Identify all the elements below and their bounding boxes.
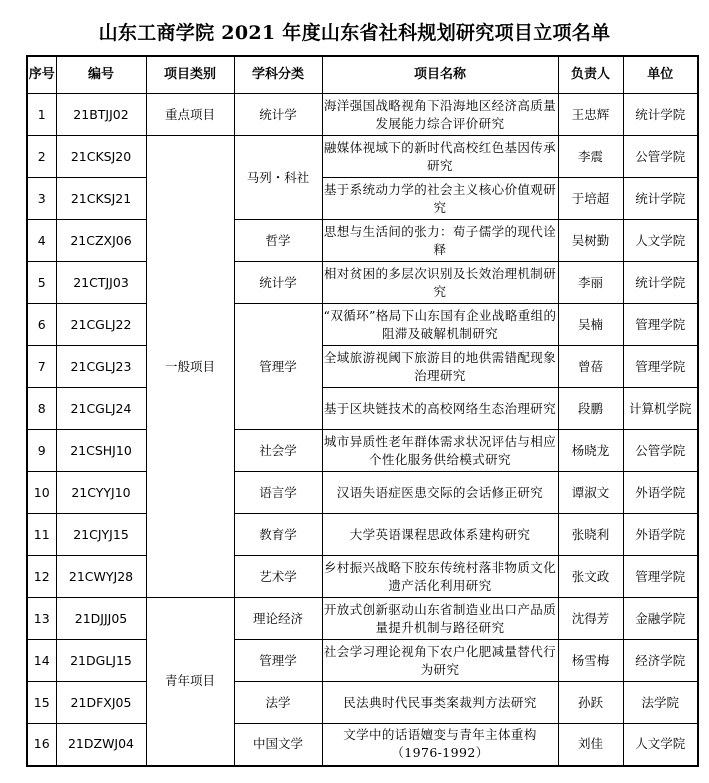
seq-cell: 13 [27, 598, 56, 640]
unit-cell: 经济学院 [623, 640, 698, 682]
code-cell: 21DFXJ05 [56, 682, 146, 724]
code-cell: 21BTJJ02 [56, 94, 146, 136]
code-cell: 21DGLJ15 [56, 640, 146, 682]
seq-cell: 2 [27, 136, 56, 178]
category-cell: 青年项目 [146, 598, 234, 766]
discipline-cell: 理论经济 [234, 598, 322, 640]
table-row [27, 472, 698, 514]
unit-cell: 人文学院 [623, 220, 698, 262]
page-title: 山东工商学院 2021 年度山东省社科规划研究项目立项名单 [98, 22, 611, 44]
unit-cell: 公管学院 [623, 430, 698, 472]
table-row [27, 178, 698, 220]
code-cell: 21CWYJ28 [56, 556, 146, 598]
table-row [27, 640, 698, 682]
seq-cell: 12 [27, 556, 56, 598]
discipline-cell: 统计学 [234, 94, 322, 136]
leader-cell: 孙跃 [558, 682, 623, 724]
leader-cell: 吴楠 [558, 304, 623, 346]
leader-cell: 段鹏 [558, 388, 623, 430]
seq-cell: 7 [27, 346, 56, 388]
project-name-cell: 全域旅游视阈下旅游目的地供需错配现象治理研究 [322, 346, 558, 388]
project-name-cell: 乡村振兴战略下胶东传统村落非物质文化遗产活化利用研究 [322, 556, 558, 598]
header-seq: 序号 [27, 56, 56, 94]
project-name-cell: 社会学习理论视角下农户化肥减量替代行为研究 [322, 640, 558, 682]
project-name-cell: 开放式创新驱动山东省制造业出口产品质量提升机制与路径研究 [322, 598, 558, 640]
leader-cell: 于培超 [558, 178, 623, 220]
seq-cell: 8 [27, 388, 56, 430]
code-cell: 21CTJJ03 [56, 262, 146, 304]
project-name-cell: 民法典时代民事类案裁判方法研究 [322, 682, 558, 724]
code-cell: 21DJJJ05 [56, 598, 146, 640]
project-name-cell: 汉语失语症医患交际的会话修正研究 [322, 472, 558, 514]
category-cell: 一般项目 [146, 136, 234, 598]
code-cell: 21DZWJ04 [56, 724, 146, 766]
code-cell: 21CJYJ15 [56, 514, 146, 556]
leader-cell: 曾蓓 [558, 346, 623, 388]
unit-cell: 统计学院 [623, 262, 698, 304]
leader-cell: 张晓利 [558, 514, 623, 556]
unit-cell: 外语学院 [623, 472, 698, 514]
leader-cell: 刘佳 [558, 724, 623, 766]
table-row [27, 682, 698, 724]
table-row [27, 724, 698, 766]
unit-cell: 金融学院 [623, 598, 698, 640]
leader-cell: 杨雪梅 [558, 640, 623, 682]
unit-cell: 外语学院 [623, 514, 698, 556]
leader-cell: 王忠辉 [558, 94, 623, 136]
code-cell: 21CGLJ24 [56, 388, 146, 430]
discipline-cell: 统计学 [234, 262, 322, 304]
header-leader: 负责人 [558, 56, 623, 94]
leader-cell: 杨晓龙 [558, 430, 623, 472]
discipline-cell: 教育学 [234, 514, 322, 556]
category-cell: 重点项目 [146, 94, 234, 136]
discipline-cell: 中国文学 [234, 724, 322, 766]
table-row [27, 598, 698, 640]
code-cell: 21CSHJ10 [56, 430, 146, 472]
code-cell: 21CGLJ22 [56, 304, 146, 346]
header-row [27, 56, 698, 94]
unit-cell: 公管学院 [623, 136, 698, 178]
leader-cell: 李丽 [558, 262, 623, 304]
discipline-cell: 社会学 [234, 430, 322, 472]
table-row [27, 346, 698, 388]
code-cell: 21CYYJ10 [56, 472, 146, 514]
project-name-cell: “双循环”格局下山东国有企业战略重组的阻滞及破解机制研究 [322, 304, 558, 346]
project-list-table [26, 55, 699, 767]
table-row [27, 262, 698, 304]
seq-cell: 1 [27, 94, 56, 136]
code-cell: 21CKSJ20 [56, 136, 146, 178]
seq-cell: 9 [27, 430, 56, 472]
project-name-cell: 城市异质性老年群体需求状况评估与相应个性化服务供给模式研究 [322, 430, 558, 472]
unit-cell: 管理学院 [623, 346, 698, 388]
project-name-cell: 融媒体视域下的新时代高校红色基因传承研究 [322, 136, 558, 178]
seq-cell: 6 [27, 304, 56, 346]
seq-cell: 11 [27, 514, 56, 556]
table-row [27, 514, 698, 556]
header-project-name: 项目名称 [322, 56, 558, 94]
unit-cell: 法学院 [623, 682, 698, 724]
header-discipline: 学科分类 [234, 56, 322, 94]
table-row [27, 220, 698, 262]
unit-cell: 管理学院 [623, 556, 698, 598]
discipline-cell: 管理学 [234, 304, 322, 430]
seq-cell: 15 [27, 682, 56, 724]
discipline-cell: 管理学 [234, 640, 322, 682]
leader-cell: 李震 [558, 136, 623, 178]
unit-cell: 统计学院 [623, 178, 698, 220]
leader-cell: 张文政 [558, 556, 623, 598]
unit-cell: 统计学院 [623, 94, 698, 136]
code-cell: 21CKSJ21 [56, 178, 146, 220]
seq-cell: 14 [27, 640, 56, 682]
table-row [27, 94, 698, 136]
project-name-cell: 基于区块链技术的高校网络生态治理研究 [322, 388, 558, 430]
discipline-cell: 艺术学 [234, 556, 322, 598]
header-category: 项目类别 [146, 56, 234, 94]
unit-cell: 计算机学院 [623, 388, 698, 430]
table-row [27, 556, 698, 598]
project-name-cell: 基于系统动力学的社会主义核心价值观研究 [322, 178, 558, 220]
unit-cell: 人文学院 [623, 724, 698, 766]
project-name-cell: 文学中的话语嬗变与青年主体重构（1976-1992） [322, 724, 558, 766]
code-cell: 21CGLJ23 [56, 346, 146, 388]
discipline-cell: 法学 [234, 682, 322, 724]
header-code: 编号 [56, 56, 146, 94]
seq-cell: 10 [27, 472, 56, 514]
discipline-cell: 马列・科社 [234, 136, 322, 220]
table-row [27, 304, 698, 346]
header-unit: 单位 [623, 56, 698, 94]
discipline-cell: 语言学 [234, 472, 322, 514]
seq-cell: 16 [27, 724, 56, 766]
leader-cell: 吴树勤 [558, 220, 623, 262]
project-name-cell: 大学英语课程思政体系建构研究 [322, 514, 558, 556]
seq-cell: 4 [27, 220, 56, 262]
project-name-cell: 思想与生活间的张力：荀子儒学的现代诠释 [322, 220, 558, 262]
code-cell: 21CZXJ06 [56, 220, 146, 262]
leader-cell: 谭淑文 [558, 472, 623, 514]
table-row [27, 430, 698, 472]
unit-cell: 管理学院 [623, 304, 698, 346]
seq-cell: 3 [27, 178, 56, 220]
discipline-cell: 哲学 [234, 220, 322, 262]
project-name-cell: 相对贫困的多层次识别及长效治理机制研究 [322, 262, 558, 304]
table-row [27, 388, 698, 430]
leader-cell: 沈得芳 [558, 598, 623, 640]
table-row [27, 136, 698, 178]
seq-cell: 5 [27, 262, 56, 304]
project-name-cell: 海洋强国战略视角下沿海地区经济高质量发展能力综合评价研究 [322, 94, 558, 136]
